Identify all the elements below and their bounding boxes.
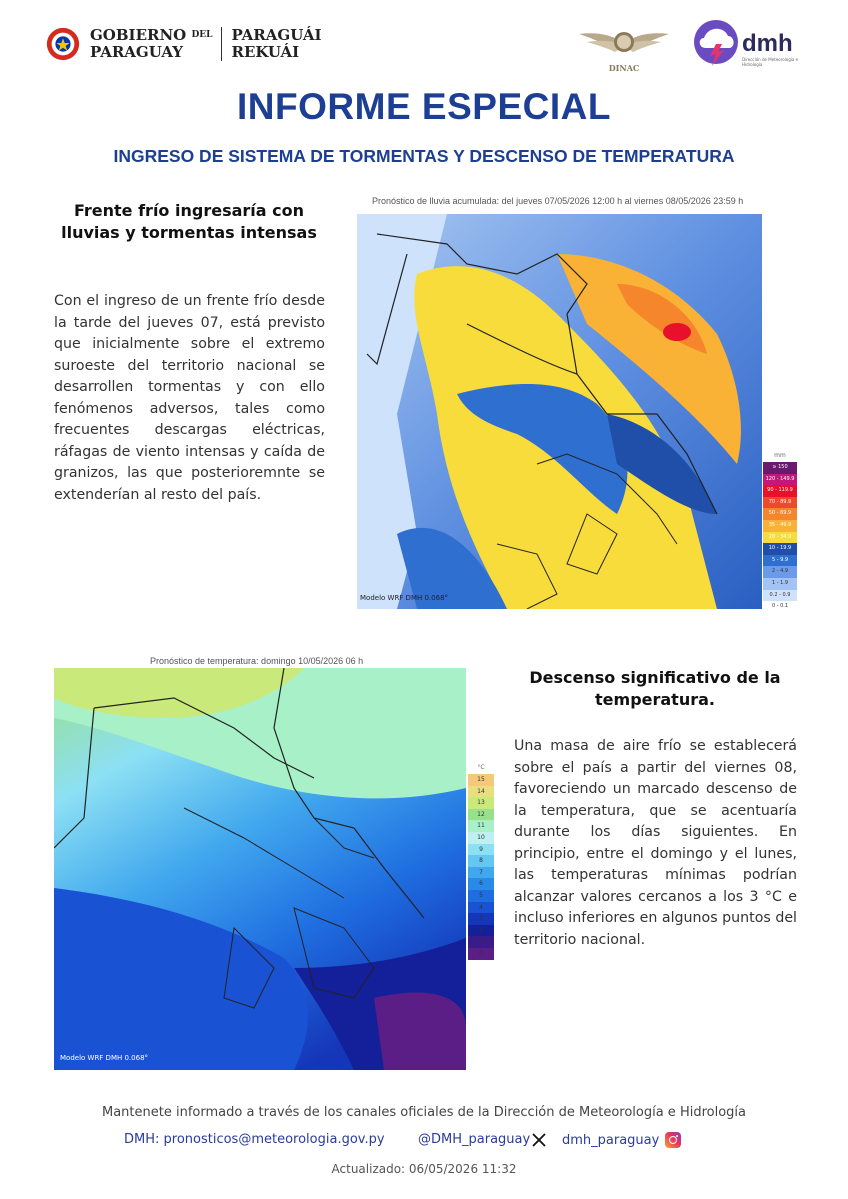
temp-legend-item: 2 xyxy=(468,925,494,937)
temp-map-model: Modelo WRF DMH 0.068° xyxy=(60,1054,149,1062)
temp-legend-item: 3 xyxy=(468,913,494,925)
rain-legend-item: 90 - 119.9 xyxy=(763,485,797,497)
rain-legend-item: 50 - 69.9 xyxy=(763,508,797,520)
footer-instagram[interactable]: dmh_paraguay xyxy=(562,1132,660,1148)
updated-timestamp: Actualizado: 06/05/2026 11:32 xyxy=(331,1162,517,1176)
footer-note: Mantenete informado a través de los canales oficiales de la Dirección de Meteorología e Hidrología xyxy=(102,1105,746,1120)
gov-line1: GOBIERNO xyxy=(90,26,187,44)
dinac-label: DINAC xyxy=(608,63,640,73)
temp-legend-item: 8 xyxy=(468,855,494,867)
government-logo xyxy=(44,22,322,66)
temp-legend xyxy=(468,764,494,960)
gov-text-left xyxy=(90,27,212,61)
temp-legend-item: 6 xyxy=(468,878,494,890)
rain-forecast-map xyxy=(357,214,762,609)
temp-legend-item: 10 xyxy=(468,832,494,844)
temp-legend-item: 7 xyxy=(468,867,494,879)
footer-email-link[interactable] xyxy=(124,1132,385,1147)
temp-legend-item: 15 xyxy=(468,774,494,786)
temp-section-heading: Descenso significativo de la temperatura. xyxy=(529,668,781,709)
temp-legend-item: 5 xyxy=(468,890,494,902)
dmh-subtext: Dirección de Meteorología e Hidrología xyxy=(742,57,799,67)
rain-legend-item: 0.2 - 0.9 xyxy=(763,590,797,602)
gov-right1: PARAGUÁI xyxy=(231,26,322,44)
temperature-forecast-map xyxy=(54,668,466,1070)
temp-legend-item: 12 xyxy=(468,809,494,821)
x-twitter-icon[interactable] xyxy=(532,1133,546,1147)
page-title: INFORME ESPECIAL xyxy=(237,86,611,127)
rain-map-title: Pronóstico de lluvia acumulada: del jueves 07/05/2026 12:00 h al viernes 08/05/2026 23:59 h xyxy=(372,196,744,206)
temp-legend-item: 11 xyxy=(468,820,494,832)
page-subtitle: INGRESO DE SISTEMA DE TORMENTAS Y DESCENSO DE TEMPERATURA xyxy=(113,146,735,166)
gov-right2: REKUÁI xyxy=(231,43,300,61)
rain-section-body: Con el ingreso de un frente frío desde la tarde del jueves 07, está previsto que inicialmente sobre el extremo suroeste del territorio nacional se desarrollen tormentas y con ello fenómenos adversos, tales como frecuentes descargas eléctricas, ráfagas de viento intensas y caída de granizos, las que posterioremnte se extenderían al resto del país. xyxy=(54,293,325,503)
temp-section-body: Una masa de aire frío se establecerá sobre el país a partir del viernes 08, favoreciendo un marcado descenso de la temperatura, que se acentuaría durante los días siguientes. En principio, entre el domingo y el lunes, las temperaturas mínimas podrían alcanzar valores cercanos a los 3 °C e incluso inferiores en algunos puntos del territorio nacional. xyxy=(514,738,797,948)
temp-map-title: Pronóstico de temperatura: domingo 10/05/2026 06 h xyxy=(150,656,364,666)
rain-legend-item: 70 - 89.9 xyxy=(763,497,797,509)
footer-twitter-link[interactable] xyxy=(418,1132,546,1147)
rain-section-heading: Frente frío ingresaría con lluvias y tormentas intensas xyxy=(61,201,317,242)
rain-legend-item: 10 - 19.9 xyxy=(763,543,797,555)
rain-legend-item: ≥ 150 xyxy=(763,462,797,474)
temp-legend-item: 1 xyxy=(468,936,494,948)
temp-legend-unit: °C xyxy=(477,764,485,771)
rain-legend-item: 35 - 49.9 xyxy=(763,520,797,532)
gov-line2: PARAGUAY xyxy=(90,43,183,61)
rain-legend-item: 2 - 4.9 xyxy=(763,566,797,578)
rain-legend xyxy=(763,452,797,613)
rain-map-model: Modelo WRF DMH 0.068° xyxy=(360,594,449,602)
footer-email[interactable]: DMH: pronosticos@meteorologia.gov.py xyxy=(124,1132,385,1147)
gov-text-right xyxy=(231,27,321,61)
temp-legend-item: 14 xyxy=(468,786,494,798)
dmh-wordmark: dmh xyxy=(742,30,793,57)
rain-legend-item: 20 - 34.9 xyxy=(763,532,797,544)
rain-legend-item: 1 - 1.9 xyxy=(763,578,797,590)
rain-legend-item: 120 - 149.9 xyxy=(763,474,797,486)
temp-legend-item: 9 xyxy=(468,844,494,856)
footer-instagram-link[interactable] xyxy=(562,1132,681,1148)
temp-legend-item: 0 xyxy=(468,948,494,960)
dinac-logo-icon xyxy=(577,22,671,64)
rain-legend-item: 0 - 0.1 xyxy=(763,601,797,613)
rain-legend-unit: mm xyxy=(774,452,786,459)
gov-line1-small: DEL xyxy=(191,30,213,40)
gov-separator xyxy=(221,27,222,61)
rain-legend-item: 5 - 9.9 xyxy=(763,555,797,567)
footer-twitter[interactable]: @DMH_paraguay xyxy=(418,1132,531,1147)
instagram-icon[interactable] xyxy=(665,1132,681,1148)
temp-legend-item: 13 xyxy=(468,797,494,809)
paraguay-seal-icon xyxy=(44,25,82,63)
temp-legend-item: 4 xyxy=(468,902,494,914)
